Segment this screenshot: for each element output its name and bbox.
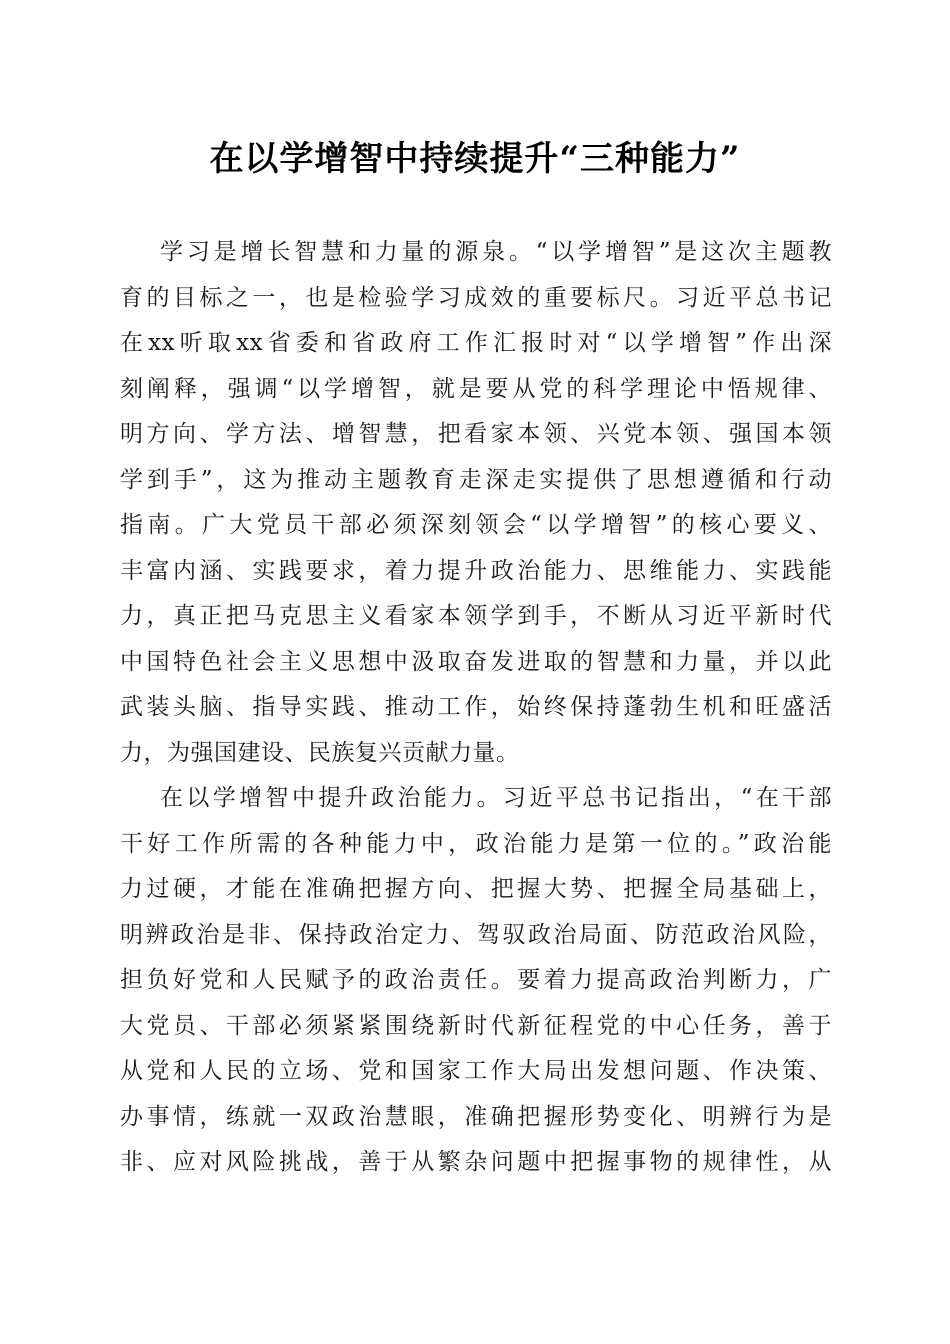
text-line: 从党和人民的立场、党和国家工作大局出发想问题、作决策、: [120, 1058, 832, 1084]
document-body: [120, 230, 832, 1186]
text-line: 武装头脑、指导实践、推动工作，始终保持蓬勃生机和旺盛活: [120, 694, 832, 720]
text-line: 明辨政治是非、保持政治定力、驾驭政治局面、防范政治风险，: [120, 921, 832, 948]
text-line: 力，为强国建设、民族复兴贡献力量。: [120, 739, 520, 766]
text-line: 担负好党和人民赋予的政治责任。要着力提高政治判断力，广: [120, 967, 832, 993]
text-line: 力，真正把马克思主义看家本领学到手，不断从习近平新时代: [120, 603, 832, 629]
text-line: 丰富内涵、实践要求，着力提升政治能力、思维能力、实践能: [120, 557, 832, 584]
text-line: 指南。广大党员干部必须深刻领会“以学增智”的核心要义、: [120, 512, 832, 538]
text-line: 明方向、学方法、增智慧，把看家本领、兴党本领、强国本领: [120, 421, 832, 447]
text-line: 刻阐释，强调“以学增智，就是要从党的科学理论中悟规律、: [120, 375, 832, 402]
document-title: 在以学增智中持续提升“三种能力”: [209, 139, 741, 179]
paragraph-2: [120, 776, 832, 1186]
paragraph-1: [120, 230, 832, 776]
text-line: 大党员、干部必须紧紧围绕新时代新征程党的中心任务，善于: [120, 1012, 832, 1039]
text-line: 中国特色社会主义思想中汲取奋发进取的智慧和力量，并以此: [120, 648, 832, 675]
text-line: 学到手”，这为推动主题教育走深走实提供了思想遵循和行动: [120, 466, 832, 493]
text-line: 干好工作所需的各种能力中，政治能力是第一位的。”政治能: [120, 830, 832, 857]
text-line: 育的目标之一，也是检验学习成效的重要标尺。习近平总书记: [120, 284, 832, 311]
text-line: 在xx听取xx省委和省政府工作汇报时对“以学增智”作出深: [120, 330, 832, 356]
text-line: 力过硬，才能在准确把握方向、把握大势、把握全局基础上，: [120, 876, 832, 902]
text-line: 学习是增长智慧和力量的源泉。“以学增智”是这次主题教: [160, 239, 832, 265]
text-line: 非、应对风险挑战，善于从繁杂问题中把握事物的规律性，从: [120, 1149, 832, 1175]
text-line: 在以学增智中提升政治能力。习近平总书记指出，“在干部: [160, 785, 832, 811]
text-line: 办事情，练就一双政治慧眼，准确把握形势变化、明辨行为是: [120, 1103, 832, 1130]
